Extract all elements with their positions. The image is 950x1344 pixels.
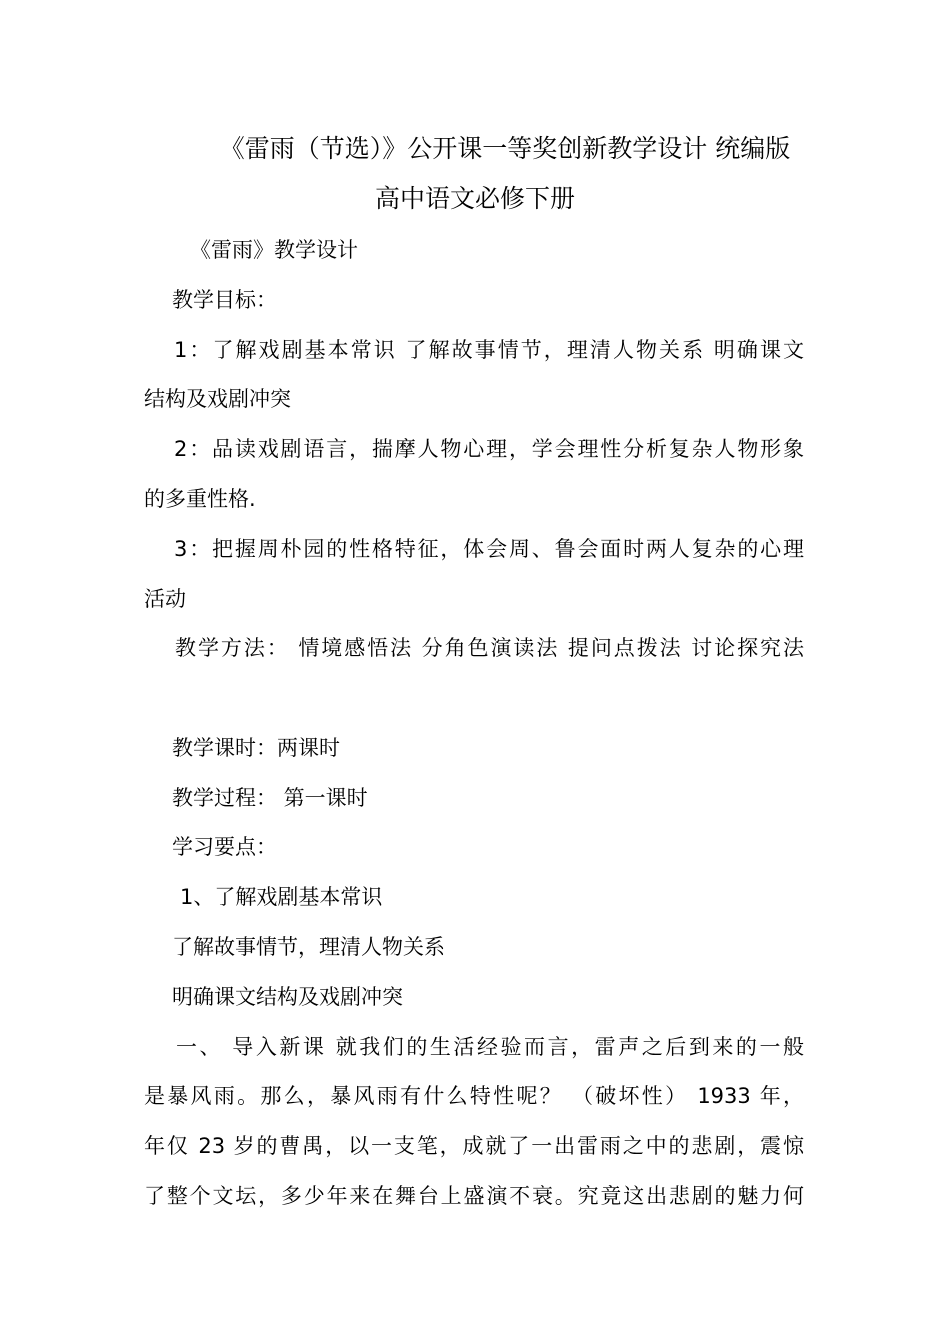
goal-3-line-1: 3：把握周朴园的性格特征，体会周、鲁会面时两人复杂的心理 [174, 537, 804, 561]
intro-line-2: 是暴风雨。那么，暴风雨有什么特性呢？ （破坏性） 1933 年， [144, 1084, 804, 1108]
goal-1-line-2: 结构及戏剧冲突 [144, 387, 291, 411]
intro-line-3: 年仅 23 岁的曹禺，以一支笔，成就了一出雷雨之中的悲剧，震惊 [144, 1134, 804, 1158]
teaching-process: 教学过程： 第一课时 [172, 786, 368, 810]
intro-line-1: 一、 导入新课 就我们的生活经验而言，雷声之后到来的一般 [176, 1035, 804, 1059]
document-title-line-2: 高中语文必修下册 [374, 184, 575, 213]
teaching-methods: 教学方法： 情境感悟法 分角色演读法 提问点拨法 讨论探究法 [175, 636, 804, 660]
document-title-line-1: 《雷雨（节选）》公开课一等奖创新教学设计 统编版 [219, 134, 791, 163]
goal-2-line-1: 2：品读戏剧语言，揣摩人物心理，学会理性分析复杂人物形象 [174, 437, 804, 461]
goal-3-line-2: 活动 [144, 587, 186, 611]
goals-heading: 教学目标： [172, 288, 277, 312]
key-points-heading: 学习要点： [172, 835, 277, 859]
key-point-2: 了解故事情节，理清人物关系 [172, 935, 445, 959]
goal-1-line-1: 1：了解戏剧基本常识 了解故事情节，理清人物关系 明确课文 [174, 338, 804, 362]
key-point-3: 明确课文结构及戏剧冲突 [172, 985, 403, 1009]
intro-line-4: 了整个文坛，多少年来在舞台上盛演不衰。究竟这出悲剧的魅力何 [144, 1184, 804, 1208]
teaching-hours: 教学课时：两课时 [172, 736, 340, 760]
goal-2-line-2: 的多重性格. [144, 487, 256, 511]
key-point-1: 1、了解戏剧基本常识 [180, 885, 383, 909]
section-subtitle: 《雷雨》教学设计 [190, 238, 358, 262]
